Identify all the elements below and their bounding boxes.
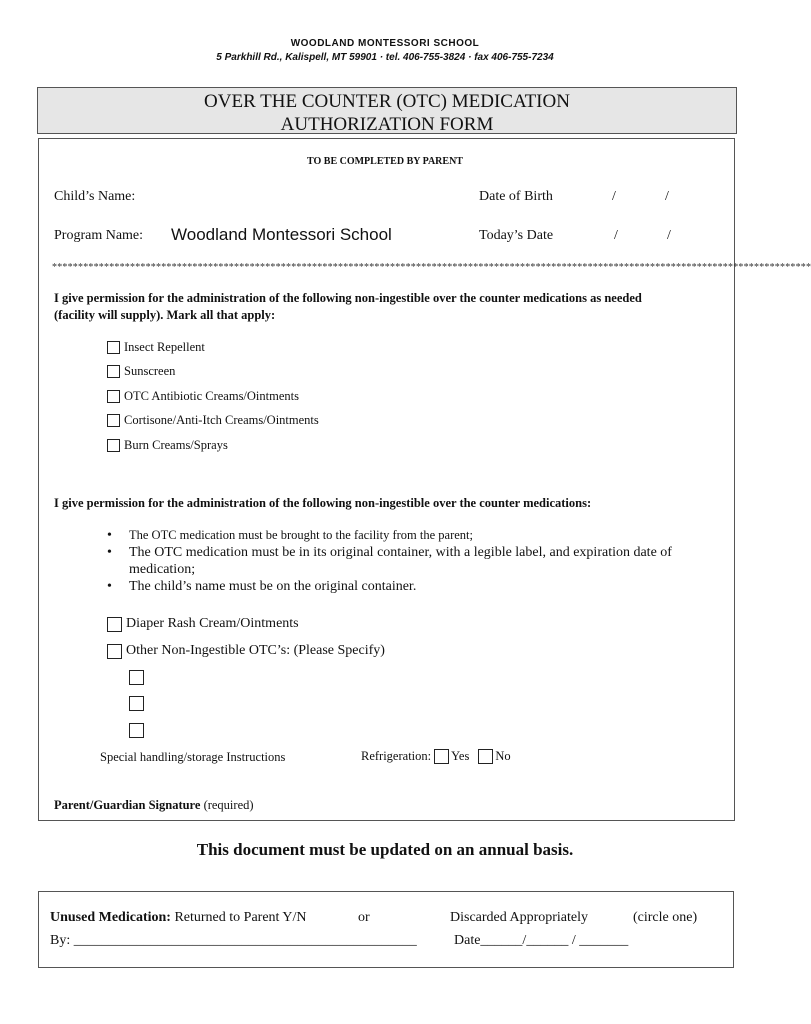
permission-as-needed (54, 290, 724, 324)
form-title (37, 87, 737, 134)
requirements-list (105, 527, 725, 595)
item-label: Insect Repellent (124, 340, 205, 354)
item-antibiotic-creams[interactable] (107, 389, 299, 404)
childs-name-label: Child’s Name: (54, 189, 136, 204)
todays-date-slash-1: / (614, 228, 618, 243)
checkbox-burn-creams[interactable] (107, 439, 120, 452)
separator-stars: ************************************************************************************************************************************************** (52, 262, 811, 273)
annual-update-note: This document must be updated on an annual basis. (196, 840, 574, 859)
item-label: Diaper Rash Cream/Ointments (126, 616, 299, 631)
item-label: Burn Creams/Sprays (124, 438, 228, 452)
checkbox-refrigeration-no[interactable] (478, 749, 493, 764)
checkbox-other-specify-3[interactable] (129, 723, 144, 738)
unused-medication-row (50, 910, 307, 926)
item-label: OTC Antibiotic Creams/Ointments (124, 389, 299, 403)
item-label: Cortisone/Anti-Itch Creams/Ointments (124, 413, 319, 427)
requirement-item: • The child’s name must be on the original container. (105, 578, 725, 595)
item-cortisone-creams[interactable] (107, 413, 319, 428)
todays-date-label: Today’s Date (479, 228, 554, 243)
permission-as-needed-line2: (facility will supply). Mark all that apply: (54, 308, 276, 322)
by-line[interactable]: By: _________________________________________________ (50, 933, 417, 948)
dob-field[interactable] (565, 188, 715, 208)
checkbox-refrigeration-yes[interactable] (434, 749, 449, 764)
todays-date-field[interactable] (570, 227, 720, 247)
item-insect-repellent[interactable] (107, 340, 205, 355)
refrigeration-no-label: No (495, 749, 511, 763)
permission-as-needed-line1: I give permission for the administration of the following non-ingestible over the counter medications as needed (54, 291, 642, 305)
checkbox-cortisone-creams[interactable] (107, 414, 120, 427)
item-label: Other Non-Ingestible OTC’s: (Please Specify) (126, 643, 385, 658)
childs-name-field[interactable] (150, 188, 460, 208)
refrigeration-group (361, 749, 511, 764)
requirement-item: • The OTC medication must be in its original container, with a legible label, and expiration date of medication; (105, 544, 725, 578)
signature-label: Parent/Guardian Signature (54, 798, 201, 812)
checkbox-other-specify-2[interactable] (129, 696, 144, 711)
program-name-value[interactable]: Woodland Montessori School (171, 225, 392, 244)
permission-parent-supplied: I give permission for the administration of the following non-ingestible over the counter medications: (54, 496, 592, 510)
dob-slash-2: / (665, 189, 669, 204)
unused-medication-box (38, 891, 734, 968)
item-label: Sunscreen (124, 364, 176, 378)
discarded-appropriately[interactable]: Discarded Appropriately (450, 910, 589, 925)
refrigeration-yes-label: Yes (451, 749, 470, 763)
item-burn-creams[interactable] (107, 438, 228, 453)
school-name: WOODLAND MONTESSORI SCHOOL (290, 38, 480, 49)
checkbox-other-otc[interactable] (107, 644, 122, 659)
item-other-otc[interactable] (107, 643, 385, 659)
or-text: or (358, 910, 370, 925)
dob-slash-1: / (612, 189, 616, 204)
date-line[interactable]: Date______/______ / _______ (454, 933, 629, 948)
requirement-item: • The OTC medication must be brought to the facility from the parent; (105, 527, 725, 544)
signature-line[interactable] (54, 798, 254, 813)
unused-medication-label: Unused Medication: (50, 910, 171, 925)
form-title-line1: OVER THE COUNTER (OTC) MEDICATION (204, 91, 570, 112)
checkbox-other-specify-1[interactable] (129, 670, 144, 685)
to-be-completed-note: TO BE COMPLETED BY PARENT (307, 156, 463, 167)
program-name-label: Program Name: (54, 228, 144, 243)
refrigeration-label: Refrigeration: (361, 749, 432, 763)
circle-one-note: (circle one) (633, 910, 698, 925)
form-title-line2: AUTHORIZATION FORM (280, 114, 494, 135)
checkbox-insect-repellent[interactable] (107, 341, 120, 354)
todays-date-slash-2: / (667, 228, 671, 243)
item-sunscreen[interactable] (107, 364, 175, 379)
school-address: 5 Parkhill Rd., Kalispell, MT 59901 · tel. 406-755-3824 · fax 406-755-7234 (216, 52, 554, 63)
special-handling-label: Special handling/storage Instructions (100, 750, 286, 764)
item-diaper-rash[interactable] (107, 616, 299, 632)
dob-label: Date of Birth (479, 189, 553, 204)
signature-required: (required) (203, 798, 254, 812)
checkbox-antibiotic-creams[interactable] (107, 390, 120, 403)
checkbox-sunscreen[interactable] (107, 365, 120, 378)
checkbox-diaper-rash[interactable] (107, 617, 122, 632)
returned-to-parent[interactable]: Returned to Parent Y/N (174, 910, 307, 925)
